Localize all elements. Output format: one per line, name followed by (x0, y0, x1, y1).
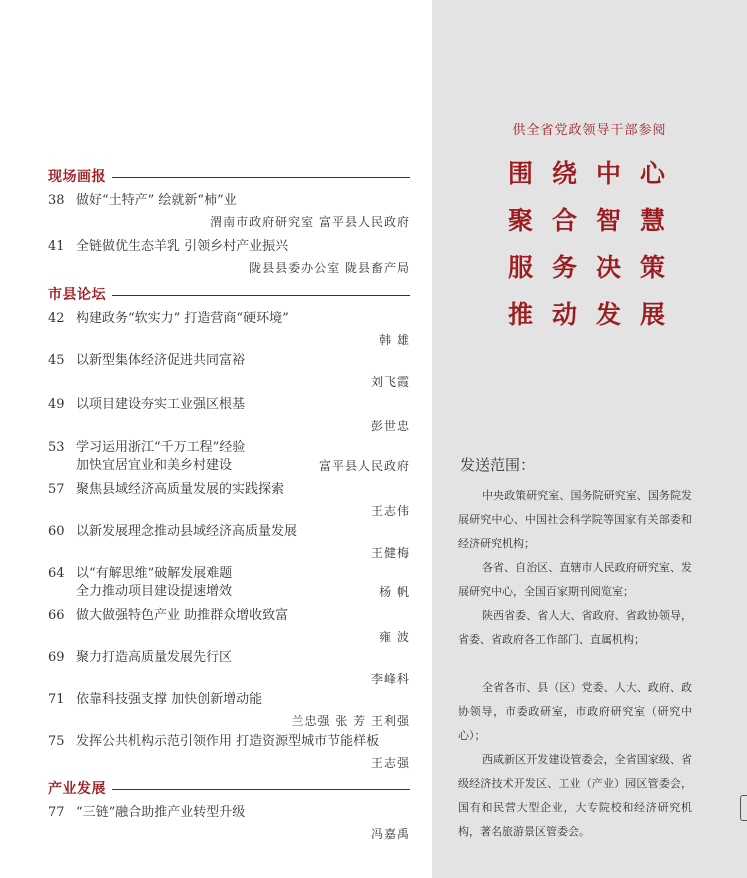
distribution-heading: 发送范围： (460, 456, 536, 474)
article-author: 刘飞霞 (370, 375, 410, 389)
article-title: 以项目建设夯实工业强区根基 (76, 397, 246, 412)
toc-section-header (48, 778, 410, 798)
article-title: 以新型集体经济促进共同富裕 (76, 353, 246, 368)
distribution-paragraph: 全省各市、县（区）党委、人大、政府、政协领导，市委政研室，市政府研究室（研究中心）； (458, 681, 692, 742)
toc-section-header (48, 284, 410, 304)
toc-item[interactable] (48, 439, 410, 475)
toc-item[interactable] (48, 733, 410, 772)
toc-item[interactable] (48, 352, 410, 391)
article-author: 王志伟 (370, 504, 410, 518)
toc-item[interactable] (48, 804, 410, 843)
toc-item[interactable] (48, 310, 410, 349)
distribution-paragraph: 中央政策研究室、国务院研究室、国务院发展研究中心、中国社会科学院等国家有关部委和经济研究机构； (458, 489, 692, 550)
page-number: 77 (48, 805, 65, 820)
article-title: 以新发展理念推动县域经济高质量发展 (76, 524, 298, 539)
distribution-paragraph: 西咸新区开发建设管委会，全省国家级、省级经济技术开发区、工业（产业）园区管委会，国有和民营大型企业，大专院校和经济研究机构，著名旅游景区管委会。 (458, 753, 692, 838)
slogan-line: 推动发展 (508, 300, 685, 329)
page-number: 66 (48, 608, 65, 623)
article-title: 聚力打造高质量发展先行区 (76, 650, 233, 665)
distribution-paragraph: 各省、自治区、直辖市人民政府研究室、发展研究中心，全国百家期刊阅览室； (458, 561, 692, 598)
article-author: 兰忠强 张 芳 王利强 (291, 714, 410, 728)
article-title-line2: 加快宜居宜业和美乡村建设 (76, 458, 233, 473)
article-author: 韩 雄 (379, 333, 410, 347)
toc-section-header (48, 166, 410, 186)
page-number: 71 (48, 692, 65, 707)
readership-tagline: 供全省党政领导干部参阅 (512, 123, 667, 138)
page-number: 57 (48, 482, 65, 497)
page-number: 38 (48, 193, 65, 208)
page-number: 45 (48, 353, 65, 368)
toc-item[interactable] (48, 565, 410, 601)
toc-item[interactable] (48, 649, 410, 688)
article-author: 彭世忠 (370, 419, 410, 433)
page-number: 69 (48, 650, 65, 665)
page-number: 60 (48, 524, 65, 539)
article-author: 雍 波 (379, 630, 410, 644)
section-divider (112, 789, 410, 790)
page-edge-tab (740, 795, 747, 821)
article-title: 做好“土特产” 绘就新“柿”业 (76, 193, 237, 208)
article-title: 以“有解思维”破解发展难题 (76, 566, 233, 581)
article-title: 做大做强特色产业 助推群众增收致富 (76, 608, 289, 623)
section-title: 现场画报 (48, 169, 106, 185)
slogan-line: 聚合智慧 (508, 206, 685, 235)
section-divider (112, 295, 410, 296)
article-title: 构建政务“软实力” 打造营商“硬环境” (76, 311, 289, 326)
page-number: 75 (48, 734, 65, 749)
article-author: 渭南市政府研究室 富平县人民政府 (210, 215, 410, 229)
toc-item[interactable] (48, 691, 410, 730)
article-title: 聚焦县域经济高质量发展的实践探索 (76, 482, 285, 497)
article-title: 学习运用浙江“千万工程”经验 (76, 440, 246, 455)
article-author: 王志强 (370, 756, 410, 770)
toc-item[interactable] (48, 192, 410, 231)
article-title: “三链”融合助推产业转型升级 (76, 805, 246, 820)
article-title-line2: 全力推动项目建设提速增效 (76, 584, 233, 599)
slogan-line: 围绕中心 (508, 159, 685, 188)
article-title: 发挥公共机构示范引领作用 打造资源型城市节能样板 (76, 734, 380, 749)
page-number: 64 (48, 566, 65, 581)
toc-item[interactable] (48, 607, 410, 646)
toc-item[interactable] (48, 396, 410, 435)
toc-item[interactable] (48, 481, 410, 520)
page-number: 41 (48, 239, 65, 254)
slogan-line: 服务决策 (508, 253, 685, 282)
page-number: 49 (48, 397, 65, 412)
section-title: 产业发展 (48, 781, 106, 797)
article-author: 王健梅 (370, 546, 410, 560)
article-author: 杨 帆 (379, 585, 410, 599)
toc-item[interactable] (48, 238, 410, 277)
article-author: 李峰科 (370, 672, 410, 686)
article-author: 富平县人民政府 (318, 459, 410, 473)
distribution-paragraph: 陕西省委、省人大、省政府、省政协领导，省委、省政府各工作部门、直属机构； (458, 609, 692, 646)
section-divider (112, 177, 410, 178)
article-title: 依靠科技强支撑 加快创新增动能 (76, 692, 263, 707)
page-number: 53 (48, 440, 65, 455)
toc-item[interactable] (48, 523, 410, 562)
page-number: 42 (48, 311, 65, 326)
article-author: 陇县县委办公室 陇县畜产局 (249, 261, 410, 275)
article-title: 全链做优生态羊乳 引领乡村产业振兴 (76, 239, 289, 254)
article-author: 冯嘉禹 (370, 827, 410, 841)
section-title: 市县论坛 (48, 287, 106, 303)
